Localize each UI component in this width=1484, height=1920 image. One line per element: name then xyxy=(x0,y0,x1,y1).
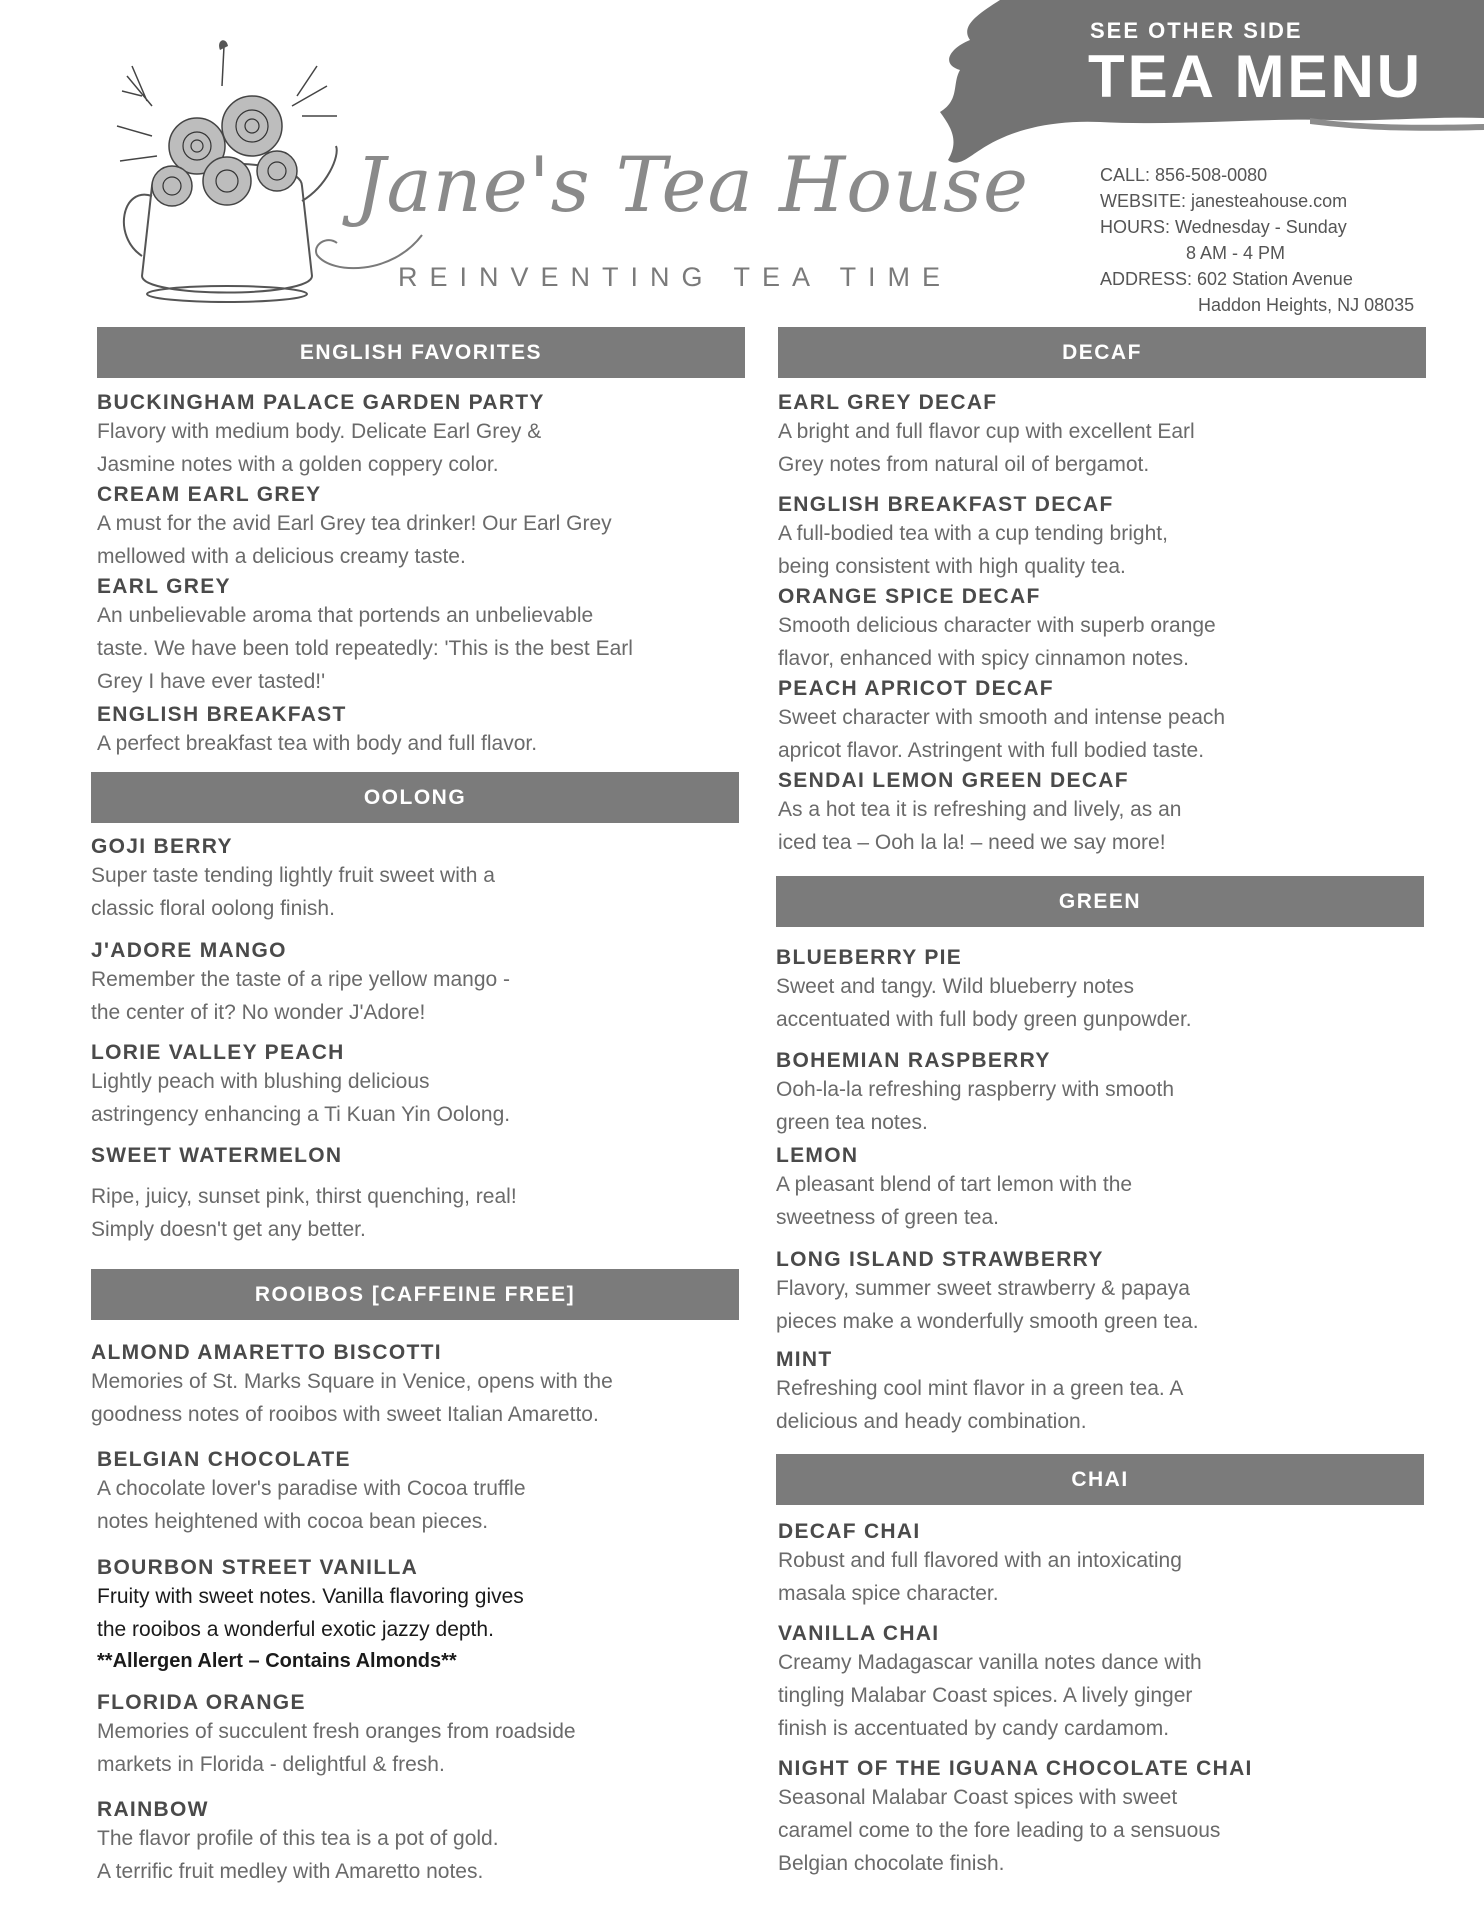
item-name: NIGHT OF THE IGUANA CHOCOLATE CHAI xyxy=(778,1757,1253,1780)
section-header-chai: CHAI xyxy=(776,1454,1424,1505)
logo-script: Jane's Tea House xyxy=(355,140,1029,229)
item-name: RAINBOW xyxy=(97,1798,209,1821)
section-header-decaf: DECAF xyxy=(778,327,1426,378)
menu-item xyxy=(97,702,747,760)
item-name: VANILLA CHAI xyxy=(778,1622,940,1645)
item-description: Seasonal Malabar Coast spices with sweet caramel come to the fore leading to a sensuous Belgian chocolate finish. xyxy=(778,1786,1221,1875)
section-header-green: GREEN xyxy=(776,876,1424,927)
menu-item xyxy=(776,1347,1426,1438)
item-name: SENDAI LEMON GREEN DECAF xyxy=(778,769,1129,792)
item-name: LEMON xyxy=(776,1144,859,1167)
item-name: ENGLISH BREAKFAST DECAF xyxy=(778,493,1114,516)
menu-item xyxy=(778,1519,1428,1610)
item-name: BELGIAN CHOCOLATE xyxy=(97,1448,351,1471)
item-name: BUCKINGHAM PALACE GARDEN PARTY xyxy=(97,391,545,414)
contact-info xyxy=(1100,162,1414,318)
see-other-side-note: SEE OTHER SIDE xyxy=(1090,18,1303,43)
menu-item xyxy=(97,482,747,573)
item-description: An unbelievable aroma that portends an unbelievable taste. We have been told repeatedly: 'This is the best Earl Grey I have ever tasted!' xyxy=(97,604,633,693)
menu-item xyxy=(776,1048,1426,1139)
section-header-english-favorites: ENGLISH FAVORITES xyxy=(97,327,745,378)
menu-item xyxy=(778,1756,1428,1880)
menu-item xyxy=(778,676,1428,767)
item-description: Sweet character with smooth and intense peach apricot flavor. Astringent with full bodied taste. xyxy=(778,706,1226,762)
item-description: Fruity with sweet notes. Vanilla flavoring gives the rooibos a wonderful exotic jazzy depth. xyxy=(97,1585,524,1641)
contact-phone: CALL: 856-508-0080 xyxy=(1100,165,1268,185)
item-description: Smooth delicious character with superb orange flavor, enhanced with spicy cinnamon notes. xyxy=(778,614,1216,670)
item-description: Refreshing cool mint flavor in a green tea. A delicious and heady combination. xyxy=(776,1377,1184,1433)
item-name: J'ADORE MANGO xyxy=(91,939,287,962)
contact-hours: HOURS: Wednesday - Sunday xyxy=(1100,217,1347,237)
menu-item xyxy=(778,1621,1428,1745)
menu-item xyxy=(91,1143,741,1246)
menu-item xyxy=(97,1797,747,1888)
item-description: Creamy Madagascar vanilla notes dance with tingling Malabar Coast spices. A lively ginger finish is accentuated by candy cardamom. xyxy=(778,1651,1202,1740)
teapot-flowers-illustration xyxy=(112,36,342,306)
item-description: Memories of succulent fresh oranges from roadside markets in Florida - delightful & fresh. xyxy=(97,1720,576,1776)
item-description: Flavory, summer sweet strawberry & papaya pieces make a wonderfully smooth green tea. xyxy=(776,1277,1199,1333)
menu-item xyxy=(91,1040,741,1131)
item-name: FLORIDA ORANGE xyxy=(97,1691,306,1714)
logo-tagline: REINVENTING TEA TIME xyxy=(398,262,953,292)
item-description: Sweet and tangy. Wild blueberry notes accentuated with full body green gunpowder. xyxy=(776,975,1192,1031)
item-name: LONG ISLAND STRAWBERRY xyxy=(776,1248,1104,1271)
item-description: The flavor profile of this tea is a pot of gold. A terrific fruit medley with Amaretto notes. xyxy=(97,1827,499,1883)
item-description: Ooh-la-la refreshing raspberry with smooth green tea notes. xyxy=(776,1078,1174,1134)
item-description: As a hot tea it is refreshing and lively, as an iced tea – Ooh la la! – need we say more! xyxy=(778,798,1182,854)
item-description: A bright and full flavor cup with excellent Earl Grey notes from natural oil of bergamot. xyxy=(778,420,1195,476)
item-name: BOURBON STREET VANILLA xyxy=(97,1556,419,1579)
item-name: EARL GREY DECAF xyxy=(778,391,998,414)
menu-item xyxy=(776,1247,1426,1338)
menu-item xyxy=(97,390,747,481)
item-name: DECAF CHAI xyxy=(778,1520,921,1543)
contact-website: WEBSITE: janesteahouse.com xyxy=(1100,191,1348,211)
contact-address-city: Haddon Heights, NJ 08035 xyxy=(1198,295,1415,315)
contact-address: ADDRESS: 602 Station Avenue xyxy=(1100,269,1353,289)
menu-item xyxy=(776,1143,1426,1234)
item-description: Memories of St. Marks Square in Venice, opens with the goodness notes of rooibos with sweet Italian Amaretto. xyxy=(91,1370,613,1426)
item-name: PEACH APRICOT DECAF xyxy=(778,677,1054,700)
item-description: A chocolate lover's paradise with Cocoa truffle notes heightened with cocoa bean pieces. xyxy=(97,1477,526,1533)
menu-item xyxy=(97,574,747,698)
item-name: EARL GREY xyxy=(97,575,231,598)
item-name: MINT xyxy=(776,1348,833,1371)
item-name: CREAM EARL GREY xyxy=(97,483,322,506)
item-description: Super taste tending lightly fruit sweet with a classic floral oolong finish. xyxy=(91,864,495,920)
item-description: Lightly peach with blushing delicious astringency enhancing a Ti Kuan Yin Oolong. xyxy=(91,1070,511,1126)
menu-item xyxy=(778,390,1428,481)
menu-item xyxy=(91,834,741,925)
item-description: Remember the taste of a ripe yellow mango - the center of it? No wonder J'Adore! xyxy=(91,968,511,1024)
item-name: ALMOND AMARETTO BISCOTTI xyxy=(91,1341,442,1364)
item-name: ENGLISH BREAKFAST xyxy=(97,703,347,726)
menu-item xyxy=(776,945,1426,1036)
item-description: A pleasant blend of tart lemon with the sweetness of green tea. xyxy=(776,1173,1133,1229)
item-description: Robust and full flavored with an intoxicating masala spice character. xyxy=(778,1549,1182,1605)
item-description: Flavory with medium body. Delicate Earl Grey & Jasmine notes with a golden coppery color. xyxy=(97,420,542,476)
menu-item xyxy=(97,1690,747,1781)
contact-hours-time: 8 AM - 4 PM xyxy=(1186,243,1286,263)
section-header-oolong: OOLONG xyxy=(91,772,739,823)
allergen-alert: **Allergen Alert – Contains Almonds** xyxy=(97,1650,457,1672)
item-name: SWEET WATERMELON xyxy=(91,1144,343,1167)
menu-title: TEA MENU xyxy=(1088,43,1424,110)
item-description: A must for the avid Earl Grey tea drinker! Our Earl Grey mellowed with a delicious creamy taste. xyxy=(97,512,612,568)
menu-item xyxy=(778,768,1428,859)
section-header-rooibos: ROOIBOS [CAFFEINE FREE] xyxy=(91,1269,739,1320)
menu-item xyxy=(97,1555,747,1676)
item-name: LORIE VALLEY PEACH xyxy=(91,1041,345,1064)
item-description: A full-bodied tea with a cup tending bright, being consistent with high quality tea. xyxy=(778,522,1168,578)
item-description: Ripe, juicy, sunset pink, thirst quenching, real! Simply doesn't get any better. xyxy=(91,1185,517,1241)
item-name: ORANGE SPICE DECAF xyxy=(778,585,1041,608)
menu-item xyxy=(778,584,1428,675)
menu-item xyxy=(91,1340,741,1431)
item-description: A perfect breakfast tea with body and full flavor. xyxy=(97,732,538,755)
menu-item xyxy=(91,938,741,1029)
menu-item xyxy=(778,492,1428,583)
item-name: GOJI BERRY xyxy=(91,835,233,858)
item-name: BOHEMIAN RASPBERRY xyxy=(776,1049,1051,1072)
menu-item xyxy=(97,1447,747,1538)
item-name: BLUEBERRY PIE xyxy=(776,946,963,969)
